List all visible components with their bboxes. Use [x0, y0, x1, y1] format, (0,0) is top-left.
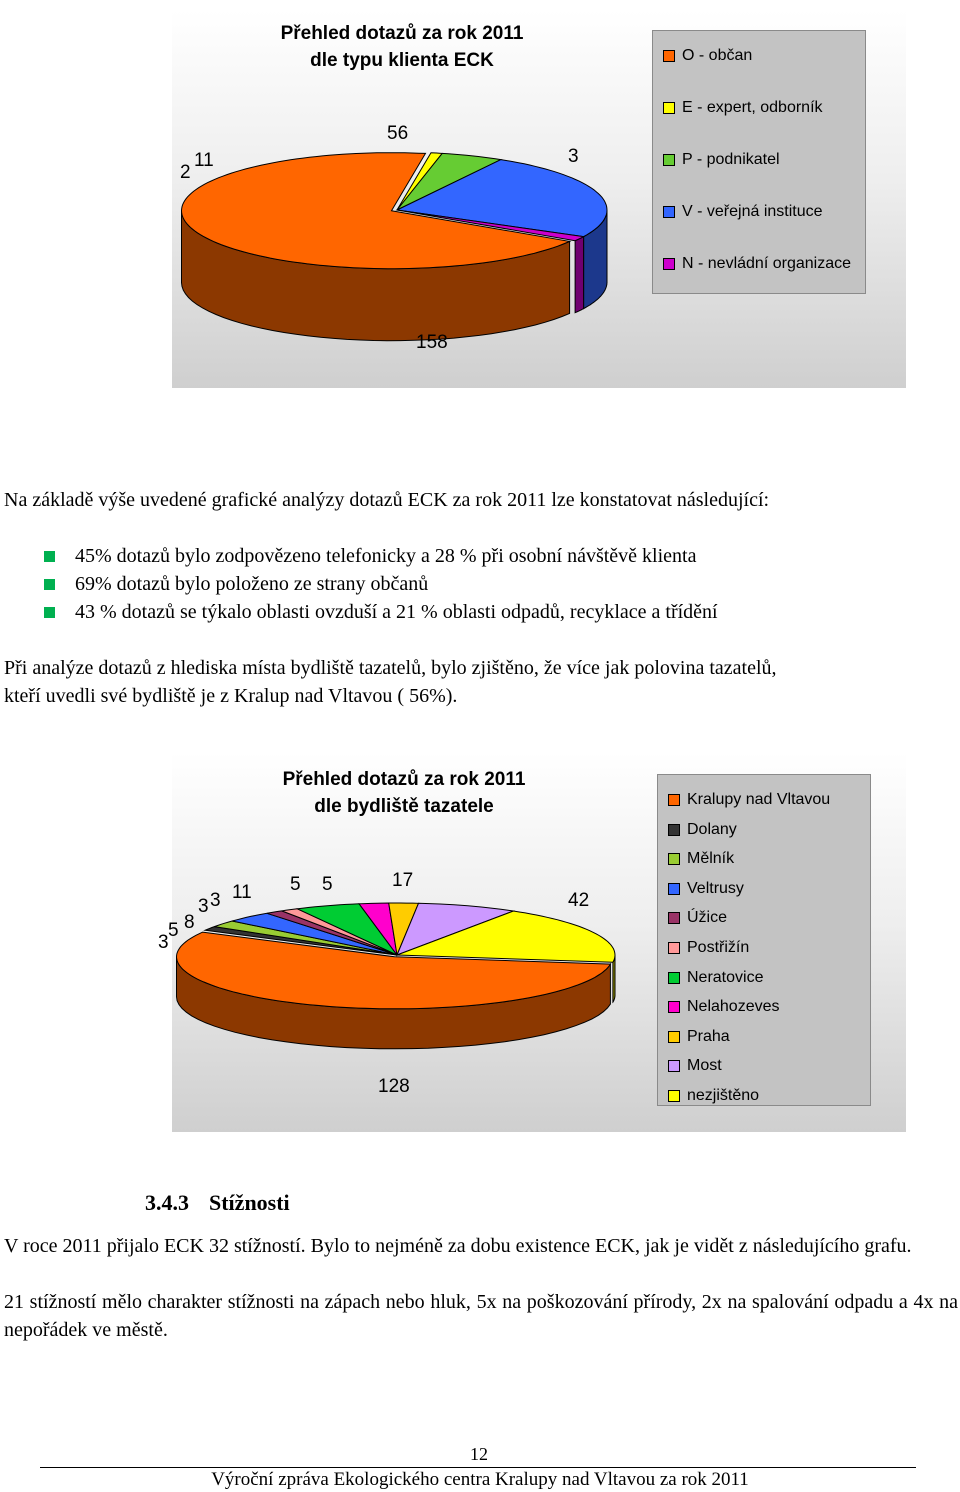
- chart2-legend: [657, 774, 871, 1106]
- bullet-text: 43 % dotazů se týkalo oblasti ovzduší a 21 % oblasti odpadů, recyklace a třídění: [75, 601, 718, 623]
- chart2-legend-item: [668, 939, 749, 957]
- chart2-label-neratovice: 11: [232, 882, 252, 903]
- bullet-item: [44, 542, 696, 570]
- chart-residence: [158, 752, 906, 1132]
- chart2-legend-swatch: [668, 1031, 680, 1043]
- chart2-legend-label: Dolany: [687, 820, 737, 838]
- footer-text: Výroční zpráva Ekologického centra Kralupy nad Vltavou za rok 2011: [211, 1469, 749, 1490]
- chart2-title-line1: Přehled dotazů za rok 2011: [282, 769, 526, 790]
- bullet-item: [44, 570, 428, 598]
- chart2-legend-item: [668, 969, 763, 987]
- chart1-legend-label: N - nevládní organizace: [682, 255, 851, 272]
- chart2-legend-swatch: [668, 1060, 680, 1072]
- chart2-legend-swatch: [668, 912, 680, 924]
- chart1-legend-item: [663, 47, 752, 65]
- chart1-label-v: 56: [387, 123, 409, 144]
- footer-divider: [40, 1467, 916, 1468]
- chart1-label-n: 3: [568, 146, 579, 167]
- chart1-legend-item: [663, 255, 851, 273]
- chart2-legend-swatch: [668, 853, 680, 865]
- intro-paragraph: Na základě výše uvedené grafické analýzy dotazů ECK za rok 2011 lze konstatovat následující:: [4, 489, 770, 511]
- chart1-title-line1: Přehled dotazů za rok 2011: [280, 23, 524, 44]
- bullet-square-icon: [44, 607, 55, 618]
- chart2-label-praha: 5: [322, 874, 333, 895]
- bullet-square-icon: [44, 579, 55, 590]
- chart2-legend-swatch: [668, 972, 680, 984]
- chart2-legend-item: [668, 880, 744, 898]
- chart1-legend-label: O - občan: [682, 47, 753, 64]
- chart2-legend-label: Neratovice: [687, 968, 764, 986]
- chart2-legend-swatch: [668, 1090, 680, 1102]
- chart2-legend-label: Veltrusy: [687, 879, 744, 897]
- chart1-label-p: 11: [194, 150, 214, 171]
- complaints-paragraph-2: 21 stížností mělo charakter stížnosti na zápach nebo hluk, 5x na poškozování přírody, 2x na spalování odpadu a 4x na nepořádek ve městě.: [4, 1291, 958, 1341]
- chart1-legend-label: V - veřejná instituce: [682, 203, 823, 220]
- chart2-legend-label: Nelahozeves: [687, 998, 780, 1016]
- chart2-label-melnik: 5: [168, 920, 179, 941]
- chart-client-type: [172, 10, 906, 388]
- chart2-label-nelahozeves: 5: [290, 874, 301, 895]
- chart2-legend-item: [668, 821, 737, 839]
- chart2-legend-item: [668, 1057, 722, 1075]
- chart2-legend-label: Most: [687, 1057, 722, 1075]
- chart2-legend-item: [668, 850, 734, 868]
- chart2-legend-swatch: [668, 942, 680, 954]
- chart2-legend-label: Postřižín: [687, 939, 750, 956]
- chart2-legend-swatch: [668, 824, 680, 836]
- chart2-title-line2: dle bydliště tazatele: [314, 796, 494, 817]
- chart1-legend-swatch: [663, 258, 675, 270]
- chart1-label-e: 2: [180, 162, 191, 183]
- chart1-legend-label: E - expert, odborník: [682, 99, 823, 116]
- section-title: Stížnosti: [209, 1190, 290, 1215]
- bullet-item: [44, 598, 718, 626]
- chart1-legend-label: P - podnikatel: [682, 151, 780, 168]
- chart1-legend-item: [663, 151, 780, 169]
- chart2-legend-swatch: [668, 1001, 680, 1013]
- chart2-label-postrizin: 3: [210, 890, 221, 911]
- chart2-legend-label: Mělník: [687, 850, 735, 868]
- chart1-legend: [652, 30, 866, 294]
- complaints-paragraph-1: V roce 2011 přijalo ECK 32 stížností. Bylo to nejméně za dobu existence ECK, jak je vidět z následujícího grafu.: [4, 1235, 912, 1257]
- chart2-label-uzice: 3: [198, 896, 209, 917]
- chart1-legend-swatch: [663, 154, 675, 166]
- chart1-legend-item: [663, 99, 823, 117]
- chart1-legend-item: [663, 203, 823, 221]
- bullet-text: 69% dotazů bylo položeno ze strany občanů: [75, 573, 429, 595]
- chart2-label-nezjisteno: 42: [568, 890, 590, 911]
- chart2-label-veltrusy: 8: [184, 912, 195, 933]
- analysis-line-2: kteří uvedli své bydliště je z Kralup nad Vltavou ( 56%).: [4, 685, 458, 707]
- chart2-legend-label: Úžice: [687, 909, 728, 927]
- section-heading: [145, 1190, 290, 1216]
- chart1-legend-swatch: [663, 206, 675, 218]
- chart2-legend-swatch: [668, 794, 680, 806]
- bullet-text: 45% dotazů bylo zodpovězeno telefonicky a 28 % při osobní návštěvě klienta: [75, 545, 697, 567]
- chart1-label-o: 158: [416, 332, 448, 353]
- chart2-legend-label: Kralupy nad Vltavou: [687, 791, 831, 808]
- bullet-square-icon: [44, 551, 55, 562]
- chart2-legend-label: nezjištěno: [687, 1087, 760, 1104]
- chart2-label-most: 17: [392, 870, 414, 891]
- chart1-legend-swatch: [663, 102, 675, 114]
- chart2-legend-item: [668, 909, 727, 927]
- chart2-legend-item: [668, 998, 780, 1016]
- chart2-legend-item: [668, 1028, 730, 1046]
- analysis-line-1: Při analýze dotazů z hlediska místa bydliště tazatelů, bylo zjištěno, že více jak polovina tazatelů,: [4, 657, 777, 679]
- section-number: 3.4.3: [145, 1190, 189, 1215]
- chart1-legend-swatch: [663, 50, 675, 62]
- chart2-label-dolany: 3: [158, 932, 169, 953]
- page-number: 12: [470, 1444, 488, 1464]
- chart1-slice-side: [575, 237, 584, 313]
- chart2-legend-item: [668, 1087, 759, 1105]
- chart1-title-line2: dle typu klienta ECK: [310, 50, 494, 71]
- chart2-label-kralupy: 128: [378, 1076, 410, 1097]
- chart2-legend-item: [668, 791, 830, 809]
- chart2-legend-swatch: [668, 883, 680, 895]
- chart2-legend-label: Praha: [687, 1027, 730, 1045]
